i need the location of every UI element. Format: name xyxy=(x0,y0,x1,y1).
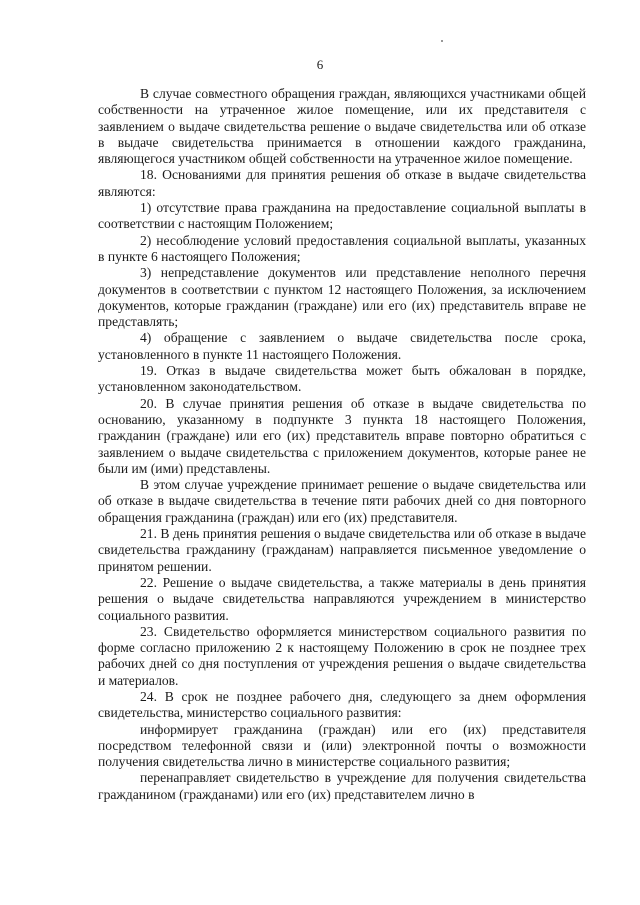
paragraph-23-certificate-issue: 23. Свидетельство оформляется министерством социального развития по форме согласно приложению 2 к настоящему Положению в срок не позднее трех рабочих дней со дня поступления от учреждения решения о выдаче свидетельства и материалов. xyxy=(98,623,586,688)
paragraph-20-repeat-application: 20. В случае принятия решения об отказе в выдаче свидетельства по основанию, указанному в подпункте 3 пункта 18 настоящего Положения, гражданин (граждане) или его (их) представитель вправе повторно обратиться с заявлением о выдаче свидетельства с приложением документов, которые ранее не были им (ими) представлены. xyxy=(98,395,586,476)
paragraph-joint-ownership: В случае совместного обращения граждан, являющихся участниками общей собственности на утраченное жилое помещение, или их представителя с заявлением о выдаче свидетельства решение о выдаче свидетельства или об отказе в выдаче свидетельства принимается в отношении каждого гражданина, являющегося участником общей собственности на утраченное жилое помещение. xyxy=(98,86,586,167)
scan-artifact-dot xyxy=(441,40,443,42)
paragraph-20-decision-term: В этом случае учреждение принимает решение о выдаче свидетельства или об отказе в выдаче свидетельства в течение пяти рабочих дней со дня повторного обращения гражданина (граждан) или его (их) представителя. xyxy=(98,477,586,525)
paragraph-18-grounds-for-refusal: 18. Основаниями для принятия решения об отказе в выдаче свидетельства являются: xyxy=(98,167,586,199)
paragraph-18-item-1: 1) отсутствие права гражданина на предоставление социальной выплаты в соответствии с настоящим Положением; xyxy=(98,200,586,232)
paragraph-18-item-4: 4) обращение с заявлением о выдаче свидетельства после срока, установленного в пункте 11 настоящего Положения. xyxy=(98,330,586,362)
paragraph-22-materials: 22. Решение о выдаче свидетельства, а также материалы в день принятия решения о выдаче свидетельства направляются учреждением в министерство социального развития. xyxy=(98,574,586,623)
document-body xyxy=(98,86,586,803)
paragraph-24-inform: информирует гражданина (граждан) или его (их) представителя посредством телефонной связи и (или) электронной почты о возможности получения свидетельства лично в министерстве социального развития; xyxy=(98,721,586,770)
paragraph-21-notification: 21. В день принятия решения о выдаче свидетельства или об отказе в выдаче свидетельства гражданину (гражданам) направляется письменное уведомление о принятом решении. xyxy=(98,526,586,574)
paragraph-18-item-3: 3) непредставление документов или представление неполного перечня документов в соответствии с пунктом 12 настоящего Положения, за исключением документов, которые гражданин (граждане) или его (их) представитель вправе не представлять; xyxy=(98,265,586,330)
page-number: 6 xyxy=(316,57,324,72)
paragraph-18-item-2: 2) несоблюдение условий предоставления социальной выплаты, указанных в пункте 6 настоящего Положения; xyxy=(98,232,586,264)
paragraph-24-redirect: перенаправляет свидетельство в учреждение для получения свидетельства гражданином (гражданами) или его (их) представителем лично в xyxy=(98,770,586,802)
paragraph-24-ministry-actions: 24. В срок не позднее рабочего дня, следующего за днем оформления свидетельства, министерство социального развития: xyxy=(98,688,586,721)
paragraph-19-appeal: 19. Отказ в выдаче свидетельства может быть обжалован в порядке, установленном законодательством. xyxy=(98,363,586,395)
